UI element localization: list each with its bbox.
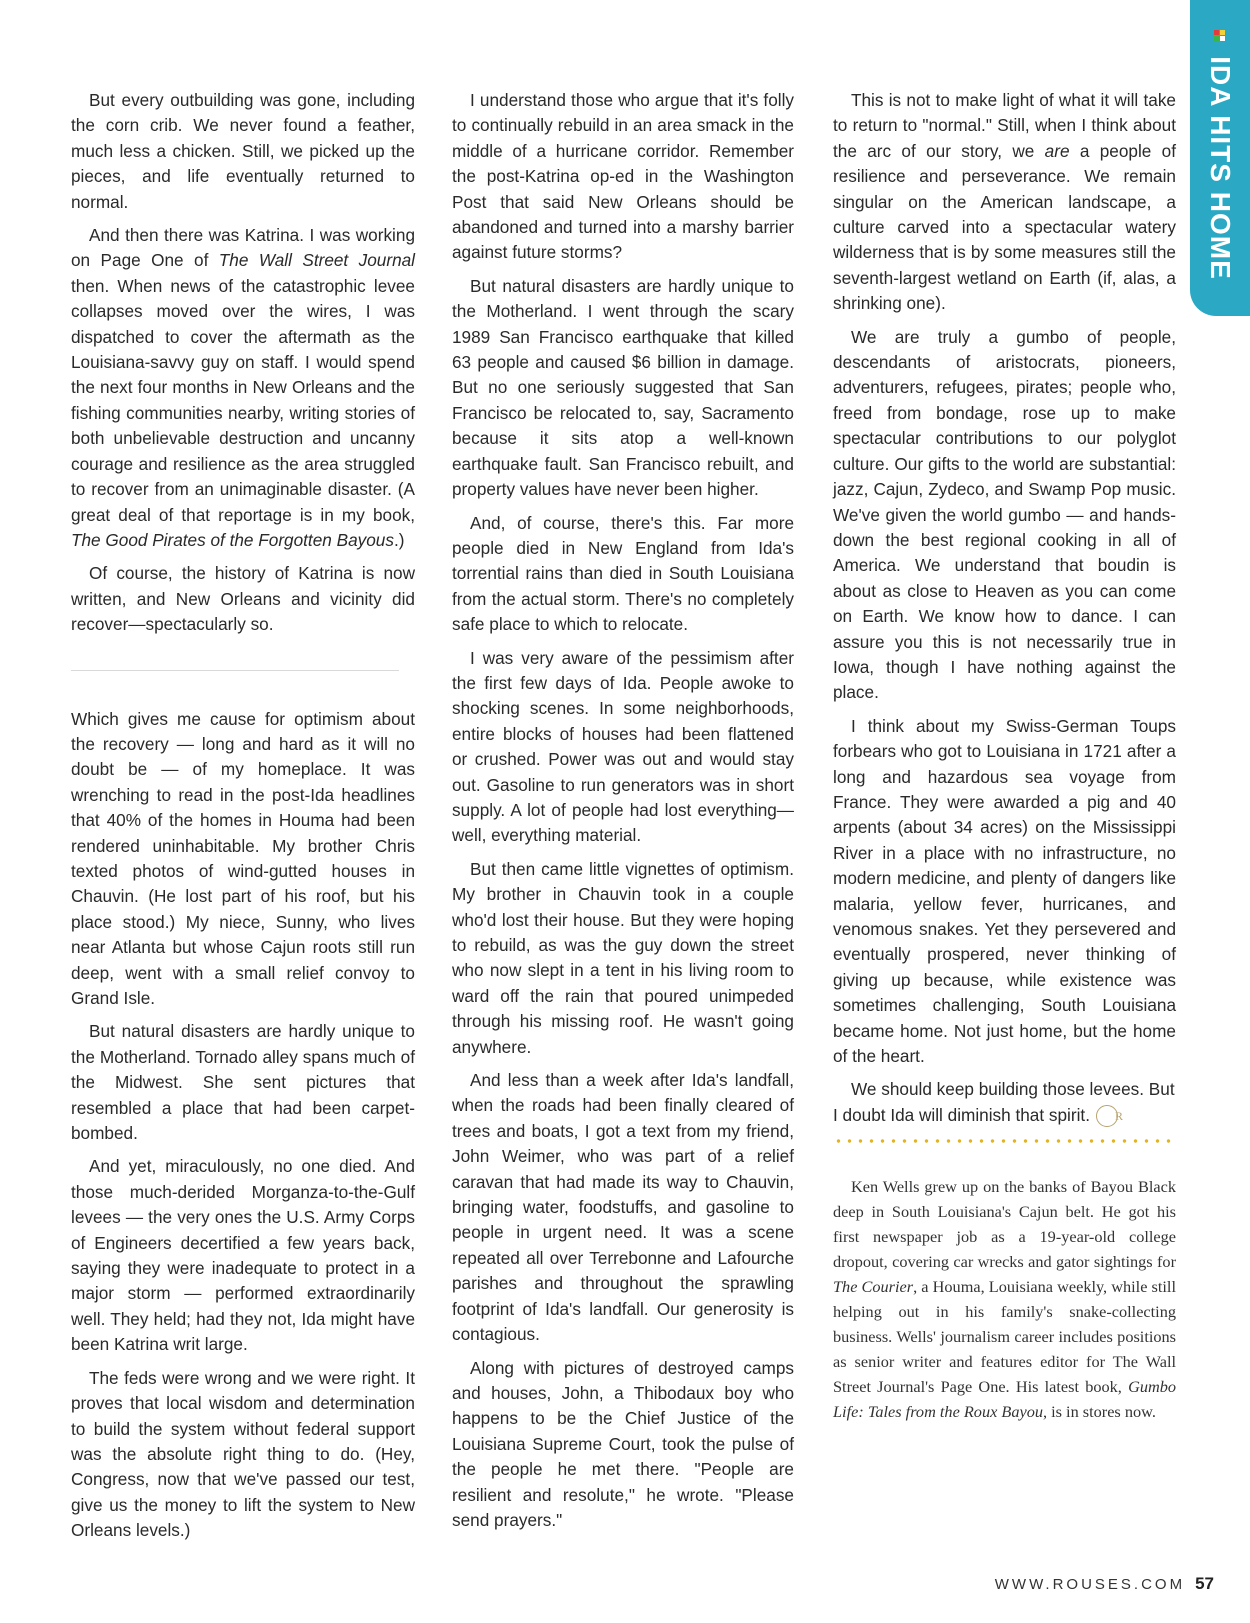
paragraph: Along with pictures of destroyed camps and houses, John, a Thibodaux boy who happens to be the Chief Justice of the Louisiana Supreme Court, took the pulse of the people he met there. "People are resilient and resolute," he wrote. "Please send prayers." xyxy=(452,1357,794,1530)
paragraph: But natural disasters are hardly unique to the Motherland. Tornado alley spans much of the Midwest. She sent pictures that resembled a place that had been carpet-bombed. xyxy=(71,1021,415,1144)
paragraph: I was very aware of the pessimism after the first few days of Ida. People awoke to shocking scenes. In some neighborhoods, entire blocks of houses had been flattened or crushed. Power was out and would stay out. Gasoline to run generators was in short supply. A lot of people had lost everything—well, everything material. xyxy=(452,647,794,846)
paragraph: And, of course, there's this. Far more people died in New England from Ida's torrential rains than died in South Louisiana from the actual storm. There's no completely safe place to which to relocate. xyxy=(452,512,794,635)
page-footer xyxy=(995,1574,1214,1594)
book-title: Gumbo Life: Tales from the Roux Bayou xyxy=(833,1377,1176,1422)
end-mark-icon: R xyxy=(1096,1105,1118,1127)
paragraph: And then there was Katrina. I was working on Page One of The Wall Street Journal then. When news of the catastrophic levee collapses moved over the wires, I was dispatched to cover the aftermath as the Louisiana-savvy guy on staff. I would spend the next four months in New Orleans and the fishing communities nearby, writing stories of both unbelievable destruction and uncanny courage and resilience as the area struggled to recover from an unimaginable disaster. (A great deal of that reportage is in my book, The Good Pirates of the Forgotten Bayous.) xyxy=(71,225,416,550)
dotted-divider xyxy=(833,1138,1177,1144)
section-tab xyxy=(1190,0,1250,316)
page-number: 57 xyxy=(1195,1574,1214,1593)
paragraph: We are truly a gumbo of people, descendants of aristocrats, pioneers, adventurers, refugees, pirates; people who, freed from bondage, rose up to make spectacular contributions to our polyglot culture. Our gifts to the world are substantial: jazz, Cajun, Zydeco, and Swamp Pop music. We've given the world gumbo — and hands-down the best regional cooking in all of America. We understand that boudin is about as close to Heaven as you can come on Earth. We know how to dance. I can assure you this is not necessarily true in Iowa, though I have nothing against the place. xyxy=(833,326,1176,703)
paragraph: But natural disasters are hardly unique to the Motherland. I went through the scary 1989 San Francisco earthquake that killed 63 people and caused $6 billion in damage. But no one seriously suggested that San Francisco be relocated to, say, Sacramento because it sits atop a well-known earthquake fault. San Francisco rebuilt, and property values have never been higher. xyxy=(452,275,794,500)
paragraph: I understand those who argue that it's folly to continually rebuild in an area smack in the middle of a hurricane corridor. Remember the post-Katrina op-ed in the Washington Post that said New Orleans should be abandoned and turned into a marshy barrier against future storms? xyxy=(452,90,794,263)
paragraph: The feds were wrong and we were right. It proves that local wisdom and determination to build the system without federal support was the absolute right thing to do. (Hey, Congress, now that we've passed our test, give us the money to lift the system to New Orleans levels.) xyxy=(71,1367,415,1541)
publication-title: The Wall Street Journal xyxy=(218,250,416,271)
paragraph: But every outbuilding was gone, including the corn crib. We never found a feather, much less a chicken. Still, we picked up the pieces, and life eventually returned to normal. xyxy=(71,90,415,212)
paragraph: I think about my Swiss-German Toups forbears who got to Louisiana in 1721 after a long and hazardous sea voyage from France. They were awarded a pig and 40 arpents (about 34 acres) on the Mississippi River in a place with no infrastructure, no modern medicine, and plenty of dangers like malaria, yellow fever, hurricanes, and venomous snakes. Yet they persevered and eventually prospered, never thinking of giving up because, while existence was sometimes challenging, South Louisiana became home. Not just home, but the home of the heart. xyxy=(833,715,1176,1067)
article-column-3 xyxy=(833,88,1176,1432)
article-column-1 xyxy=(71,88,415,1552)
site-url: WWW.ROUSES.COM xyxy=(994,1576,1186,1593)
paragraph: We should keep building those levees. But I doubt Ida will diminish that spirit. R xyxy=(833,1077,1176,1128)
book-title: The Good Pirates of the Forgotten Bayous xyxy=(71,529,394,550)
section-tab-title: IDA HITS HOME xyxy=(1205,56,1236,280)
paragraph: Which gives me cause for optimism about the recovery — long and hard as it will no doubt be — of my homeplace. It was wrenching to read in the post-Ida headlines that 40% of the homes in Houma had been rendered uninhabitable. My brother Chris texted photos of wind-gutted houses in Chauvin. (He lost part of his roof, but his place stood.) My niece, Sunny, who lives near Atlanta but whose Cajun roots still run deep, went with a small relief convoy to Grand Isle. xyxy=(71,708,415,1008)
paragraph: Of course, the history of Katrina is now written, and New Orleans and vicinity did recover—spectacularly so. xyxy=(71,563,415,635)
paragraph: And yet, miraculously, no one died. And those much-derided Morganza-to-the-Gulf levees — the very ones the U.S. Army Corps of Engineers decertified a few years back, saying they were inadequate to protect in a major storm — performed extraordinarily well. They held; had they not, Ida might have been Katrina writ large. xyxy=(71,1156,415,1355)
author-bio: Ken Wells grew up on the banks of Bayou Black deep in South Louisiana's Cajun belt. He got his first newspaper job as a 19-year-old college dropout, covering car wrecks and gator sightings for The Courier, a Houma, Louisiana weekly, while still helping out in his family's snake-collecting business. Wells' journalism career includes positions as senior writer and features editor for The Wall Street Journal's Page One. His latest book, Gumbo Life: Tales from the Roux Bayou, is in stores now. xyxy=(833,1177,1176,1422)
paragraph: But then came little vignettes of optimism. My brother in Chauvin took in a couple who'd lost their house. But they were hoping to rebuild, as was the guy down the street who now slept in a tent in his living room to ward off the rain that poured unimpeded through his missing roof. He wasn't going anywhere. xyxy=(452,858,794,1057)
pixel-icon xyxy=(1214,30,1226,42)
paragraph: And less than a week after Ida's landfall, when the roads had been finally cleared of trees and boats, I got a text from my friend, John Weimer, who was part of a relief caravan that had made its way to Chauvin, bringing water, foodstuffs, and gasoline to people in urgent need. It was a scene repeated all over Terrebonne and Lafourche parishes and throughout the sprawling footprint of Ida's landfall. Our generosity is contagious. xyxy=(452,1070,794,1345)
section-divider xyxy=(71,670,399,671)
publication-title: The Courier xyxy=(833,1277,914,1297)
paragraph: This is not to make light of what it will take to return to "normal." Still, when I think about the arc of our story, we are a people of resilience and perseverance. We remain singular on the American landscape, a culture carved into a spectacular watery wilderness that is by some measures still the seventh-largest wetland on Earth (if, alas, a shrinking one). xyxy=(833,90,1176,314)
article-column-2 xyxy=(452,88,794,1541)
